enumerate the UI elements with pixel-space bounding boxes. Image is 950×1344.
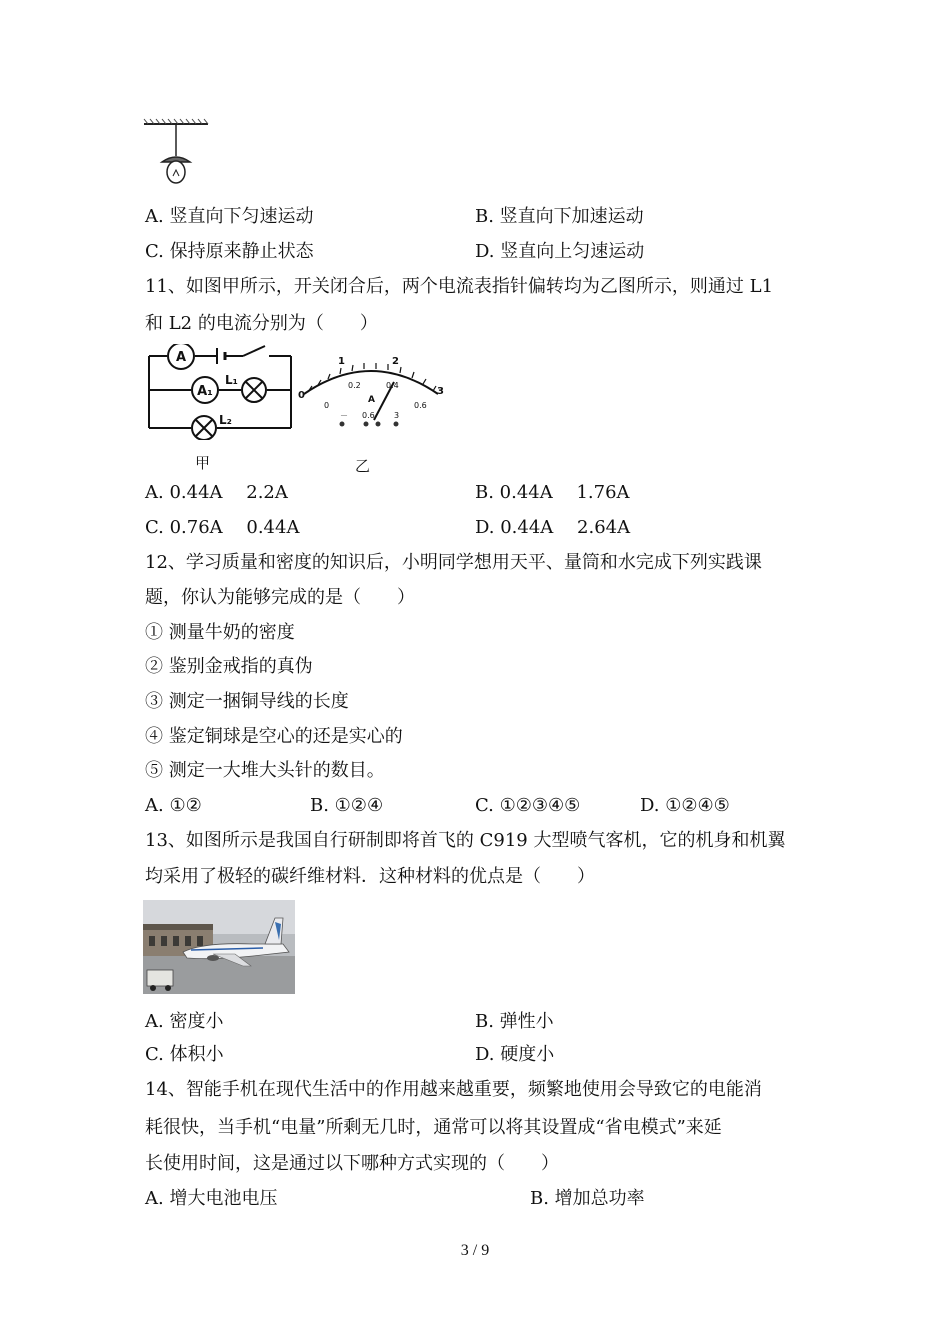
ammeter-label: A (175, 350, 187, 365)
q11-stem-line2: 和 L2 的电流分别为（ ） (145, 313, 378, 334)
scale-bottom-2: 0.4 (386, 381, 399, 390)
q12-item-2: ② 鉴别金戒指的真伪 (145, 656, 313, 677)
scale-top-1: 1 (338, 356, 345, 367)
q10-option-a: A. 竖直向下匀速运动 (145, 206, 314, 227)
hanging-lamp-figure (140, 118, 220, 190)
q12-item-5: ⑤ 测定一大堆大头针的数目。 (145, 760, 385, 781)
terminal-negative: － (340, 411, 348, 420)
q12-item-3: ③ 测定一捆铜导线的长度 (145, 691, 349, 712)
scale-bottom-0: 0 (324, 401, 330, 410)
terminal-06: 0.6 (362, 411, 375, 420)
terminal-3: 3 (394, 411, 400, 420)
page-number: 3 / 9 (460, 1242, 490, 1259)
q10-option-b: B. 竖直向下加速运动 (475, 206, 644, 227)
q14-option-a: A. 增大电池电压 (145, 1188, 278, 1209)
circuit-diagram (145, 344, 295, 440)
scale-bottom-1: 0.2 (348, 381, 361, 390)
q13-option-d: D. 硬度小 (475, 1044, 555, 1065)
q11-option-a: A. 0.44A 2.2A (145, 482, 288, 503)
q11-option-d: D. 0.44A 2.64A (475, 517, 631, 538)
q11-stem-line1: 11、如图甲所示，开关闭合后，两个电流表指针偏转均为乙图所示，则通过 L1 (145, 276, 774, 297)
q10-option-d: D. 竖直向上匀速运动 (475, 241, 645, 262)
q13-option-a: A. 密度小 (145, 1011, 224, 1032)
meter-unit: A (368, 395, 375, 405)
q12-option-b: B. ①②④ (310, 795, 384, 816)
ammeter-dial (296, 354, 446, 430)
l1-label: L₁ (225, 373, 238, 387)
q13-option-b: B. 弹性小 (475, 1011, 554, 1032)
scale-top-2: 2 (392, 356, 399, 367)
q14-option-b: B. 增加总功率 (530, 1188, 645, 1209)
scale-bottom-3: 0.6 (414, 401, 427, 410)
q12-item-1: ① 测量牛奶的密度 (145, 622, 295, 643)
q12-item-4: ④ 鉴定铜球是空心的还是实心的 (145, 726, 403, 747)
meter-caption: 乙 (355, 457, 371, 475)
q12-option-c: C. ①②③④⑤ (475, 795, 581, 816)
q13-stem-line2: 均采用了极轻的碳纤维材料．这种材料的优点是（ ） (145, 866, 595, 887)
l2-label: L₂ (219, 413, 232, 427)
scale-top-3: 3 (437, 386, 444, 397)
ammeter1-label: A₁ (197, 384, 213, 399)
q13-stem-line1: 13、如图所示是我国自行研制即将首飞的 C919 大型喷气客机，它的机身和机翼 (145, 830, 786, 851)
q14-stem-line3: 长使用时间，这是通过以下哪种方式实现的（ ） (145, 1153, 559, 1174)
q14-stem-line2: 耗很快，当手机“电量”所剩无几时，通常可以将其设置成“省电模式”来延 (145, 1117, 722, 1138)
q10-option-c: C. 保持原来静止状态 (145, 241, 314, 262)
q12-option-a: A. ①② (145, 795, 202, 816)
q13-option-c: C. 体积小 (145, 1044, 224, 1065)
q11-option-b: B. 0.44A 1.76A (475, 482, 630, 503)
airplane-photo (143, 900, 295, 994)
circuit-caption: 甲 (195, 454, 211, 472)
q11-option-c: C. 0.76A 0.44A (145, 517, 300, 538)
q14-stem-line1: 14、智能手机在现代生活中的作用越来越重要，频繁地使用会导致它的电能消 (145, 1079, 762, 1100)
scale-top-0: 0 (298, 390, 305, 401)
q12-stem-line2: 题，你认为能够完成的是（ ） (145, 587, 415, 608)
q12-option-d: D. ①②④⑤ (640, 795, 730, 816)
q12-stem-line1: 12、学习质量和密度的知识后，小明同学想用天平、量筒和水完成下列实践课 (145, 552, 762, 573)
